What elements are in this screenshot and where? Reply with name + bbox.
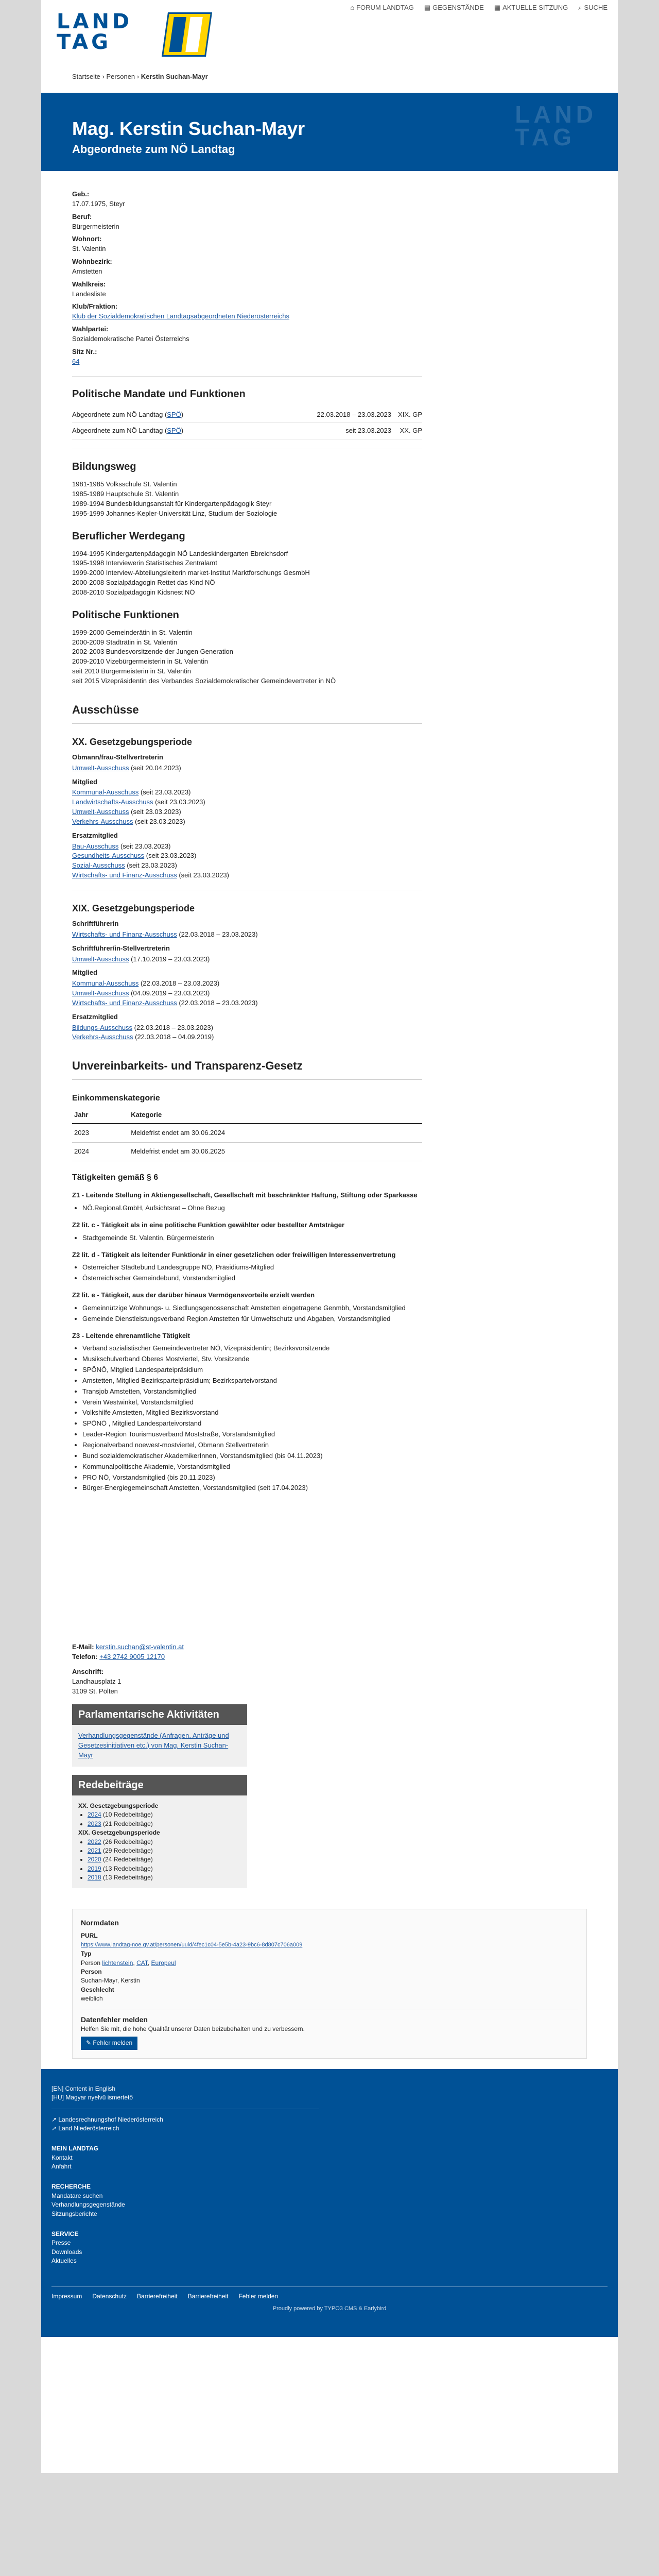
z2c-list bbox=[82, 1233, 422, 1243]
career-item: 2000-2008 Sozialpädagogin Rettet das Kind NÖ bbox=[72, 579, 215, 587]
period-heading: XX. Gesetzgebungsperiode bbox=[72, 736, 193, 747]
list-item: • NÖ.Regional.GmbH, Aufsichtsrat – Ohne Bezug bbox=[82, 1204, 422, 1213]
phone-label: Telefon: bbox=[72, 1653, 98, 1661]
party-label: Wahlpartei: bbox=[72, 325, 109, 333]
committee-link[interactable]: Verkehrs-Ausschuss bbox=[72, 1033, 133, 1041]
main-content bbox=[41, 171, 453, 1519]
committee-period: (22.03.2018 – 23.03.2023) bbox=[138, 979, 220, 988]
watermark-logo bbox=[515, 103, 597, 148]
committee-link[interactable]: Bildungs-Ausschuss bbox=[72, 1023, 133, 1031]
mandate-heading: Politische Mandate und Funktionen bbox=[72, 388, 246, 400]
z3-heading: Z3 - Leitende ehrenamtliche Tätigkeit bbox=[72, 1331, 190, 1340]
committee-period: (seit 23.03.2023) bbox=[118, 842, 171, 850]
report-error-button-label: Fehler melden bbox=[93, 2039, 133, 2047]
committee-period: (seit 23.03.2023) bbox=[144, 852, 197, 860]
col-category: Kategorie bbox=[129, 1107, 422, 1124]
speech-year-item bbox=[88, 1846, 241, 1855]
committee-link[interactable]: Kommunal-Ausschuss bbox=[72, 979, 139, 988]
mandate-gp: XIX. GP bbox=[398, 410, 422, 418]
z2e-heading: Z2 lit. e - Tätigkeit, aus der darüber hinaus Vermögensvorteile erzielt werden bbox=[72, 1291, 315, 1299]
birth-label: Geb.: bbox=[72, 190, 90, 198]
z1-list bbox=[82, 1204, 422, 1213]
speech-count: (24 Redebeiträge) bbox=[101, 1856, 153, 1863]
z2c-heading: Z2 lit. c - Tätigkeit als in eine politische Funktion gewählter oder bestellter Amtsträger bbox=[72, 1221, 345, 1229]
utility-nav bbox=[350, 3, 608, 13]
footer-group-mein-landtag: MEIN LANDTAG bbox=[51, 2145, 99, 2153]
z2e-list bbox=[82, 1303, 422, 1324]
list-item: • Gemeinnützige Wohnungs- u. Siedlungsgenossenschaft Amstetten eingetragene Genmbh, Vorstandsmitglied bbox=[82, 1303, 422, 1313]
committee-period: (22.03.2018 – 04.09.2019) bbox=[133, 1033, 214, 1041]
speech-year-link[interactable]: 2021 bbox=[88, 1846, 101, 1854]
committee-link[interactable]: Umwelt-Ausschuss bbox=[72, 955, 129, 963]
committee-link[interactable]: Umwelt-Ausschuss bbox=[72, 989, 129, 997]
committee-role-heading: Schriftführer/in-Stellvertreterin bbox=[72, 944, 170, 952]
person-label: Person bbox=[81, 1968, 102, 1975]
committee-link[interactable]: Umwelt-Ausschuss bbox=[72, 808, 129, 816]
chevron-right-icon: › bbox=[102, 73, 105, 80]
activities-box-title: Parlamentarische Aktivitäten bbox=[72, 1704, 247, 1725]
gender-label: Geschlecht bbox=[81, 1986, 114, 1993]
committee-period: (seit 20.04.2023) bbox=[129, 764, 181, 772]
mandate-title: Abgeordnete zum NÖ Landtag bbox=[72, 410, 163, 418]
speeches-box bbox=[72, 1775, 247, 1889]
committee-link[interactable]: Kommunal-Ausschuss bbox=[72, 788, 139, 796]
committees-heading: Ausschüsse bbox=[72, 702, 422, 724]
gender-value: weiblich bbox=[81, 1995, 103, 2003]
footer-link-land-label: Land Niederösterreich bbox=[58, 2124, 119, 2132]
z2d-list bbox=[82, 1263, 422, 1283]
table-row bbox=[72, 1143, 422, 1161]
speech-year-link[interactable]: 2023 bbox=[88, 1820, 101, 1827]
page-title: Mag. Kerstin Suchan-Mayr bbox=[72, 118, 305, 139]
footer-link-lrh-label: Landesrechnungshof Niederösterreich bbox=[58, 2115, 163, 2123]
political-functions-heading: Politische Funktionen bbox=[72, 609, 179, 621]
committee-period: (22.03.2018 – 23.03.2023) bbox=[177, 930, 258, 938]
external-link-icon: ↗ bbox=[51, 2124, 57, 2132]
footer-bottom-link[interactable]: Barrierefreiheit bbox=[137, 2292, 178, 2300]
political-function-item: 2009-2010 Vizebürgermeisterin in St. Valentin bbox=[72, 657, 209, 666]
search-icon: ⌕ bbox=[578, 4, 582, 11]
powered-by: Proudly powered by TYPO3 CMS & Earlybird bbox=[272, 2305, 387, 2312]
speech-year-link[interactable]: 2024 bbox=[88, 1811, 101, 1819]
committee-item bbox=[72, 861, 422, 871]
list-item: • Verband sozialistischer Gemeindevertreter NÖ, Vizepräsidentin; Bezirksvorsitzende bbox=[82, 1344, 422, 1353]
seat-link[interactable]: 64 bbox=[72, 357, 80, 365]
nav-gegenstaende-label: GEGENSTÄNDE bbox=[432, 4, 484, 11]
footer-link-lrh[interactable] bbox=[51, 2115, 608, 2124]
speech-count: (13 Redebeiträge) bbox=[101, 1865, 153, 1872]
committee-link[interactable]: Wirtschafts- und Finanz-Ausschuss bbox=[72, 871, 177, 879]
committee-item bbox=[72, 989, 422, 998]
committee-item bbox=[72, 1023, 422, 1033]
speech-year-link[interactable]: 2019 bbox=[88, 1865, 101, 1872]
constituency-value: Landesliste bbox=[72, 290, 106, 298]
job-value: Bürgermeisterin bbox=[72, 222, 119, 230]
speech-year-link[interactable]: 2022 bbox=[88, 1838, 101, 1845]
speech-period-heading: XIX. Gesetzgebungsperiode bbox=[78, 1829, 160, 1837]
hero-banner bbox=[41, 93, 618, 171]
committee-link[interactable]: Bau-Ausschuss bbox=[72, 842, 119, 850]
committee-item bbox=[72, 807, 422, 817]
constituency-label: Wahlkreis: bbox=[72, 280, 106, 288]
committee-item bbox=[72, 955, 422, 964]
committee-role-heading: Schriftführerin bbox=[72, 920, 119, 928]
committee-role-heading: Ersatzmitglied bbox=[72, 1012, 118, 1021]
person-info bbox=[72, 190, 422, 367]
mandate-row: Abgeordnete zum NÖ Landtag (SPÖ) 22.03.2018 – 23.03.2023 XIX. GP bbox=[72, 407, 422, 423]
footer-bottom-link[interactable]: Impressum bbox=[51, 2292, 82, 2300]
speech-year-item bbox=[88, 1820, 241, 1828]
seat-label: Sitz Nr.: bbox=[72, 347, 97, 355]
list-item: • Kommunalpolitische Akademie, Vorstandsmitglied bbox=[82, 1462, 422, 1472]
party-link[interactable]: SPÖ bbox=[167, 427, 181, 435]
crumb-personen[interactable]: Personen bbox=[106, 73, 135, 80]
address-label: Anschrift: bbox=[72, 1667, 104, 1675]
income-table bbox=[72, 1107, 422, 1161]
education-item: 1981-1985 Volksschule St. Valentin bbox=[72, 480, 177, 488]
footer-link[interactable]: Kontakt bbox=[51, 2154, 73, 2161]
committee-link[interactable]: Verkehrs-Ausschuss bbox=[72, 817, 133, 825]
list-item: • Bürger-Energiegemeinschaft Amstetten, Vorstandsmitglied (seit 17.04.2023) bbox=[82, 1483, 422, 1493]
watermark-line2: TAG bbox=[515, 124, 576, 150]
list-item: • Leader-Region Tourismusverband Moststraße, Vorstandsmitglied bbox=[82, 1430, 422, 1439]
career-item: 2008-2010 Sozialpädagogin Kidsnest NÖ bbox=[72, 588, 195, 596]
divider bbox=[72, 376, 422, 377]
committee-link[interactable]: Gesundheits-Ausschuss bbox=[72, 852, 145, 860]
crumb-home[interactable]: Startseite bbox=[72, 73, 100, 80]
job-label: Beruf: bbox=[72, 212, 92, 221]
table-row bbox=[72, 1124, 422, 1142]
transparency-heading: Unvereinbarkeits- und Transparenz-Gesetz bbox=[72, 1058, 422, 1080]
footer bbox=[41, 2069, 618, 2337]
committee-period: (22.03.2018 – 23.03.2023) bbox=[177, 998, 258, 1007]
political-function-item: 1999-2000 Gemeinderätin in St. Valentin bbox=[72, 628, 193, 636]
activities-heading: Tätigkeiten gemäß § 6 bbox=[72, 1173, 159, 1182]
mandate-title: Abgeordnete zum NÖ Landtag bbox=[72, 427, 163, 435]
email-label: E-Mail: bbox=[72, 1643, 94, 1651]
party-value: Sozialdemokratische Partei Österreichs bbox=[72, 334, 189, 343]
committee-period: (22.03.2018 – 23.03.2023) bbox=[132, 1023, 213, 1031]
list-item: • Transjob Amstetten, Vorstandsmitglied bbox=[82, 1387, 422, 1397]
chevron-right-icon: › bbox=[136, 73, 140, 80]
list-item: • Österreichischer Gemeindebund, Vorstandsmitglied bbox=[82, 1274, 422, 1283]
z1-heading: Z1 - Leitende Stellung in Aktiengesellschaft, Gesellschaft mit beschränkter Haftung, Stiftung oder Sparkasse bbox=[72, 1191, 418, 1199]
footer-group-recherche: RECHERCHE bbox=[51, 2183, 91, 2191]
committee-period: (seit 23.03.2023) bbox=[133, 817, 185, 825]
landtag-logo[interactable] bbox=[57, 11, 221, 57]
birth-value: 17.07.1975, Steyr bbox=[72, 199, 125, 208]
speech-count: (10 Redebeiträge) bbox=[101, 1811, 153, 1819]
district-value: Amstetten bbox=[72, 267, 102, 275]
committee-link[interactable]: Landwirtschafts-Ausschuss bbox=[72, 798, 153, 806]
speech-year-item bbox=[88, 1838, 241, 1846]
education-item: 1995-1999 Johannes-Kepler-Universität Linz, Studium der Soziologie bbox=[72, 509, 278, 517]
committee-link[interactable]: Umwelt-Ausschuss bbox=[72, 764, 129, 772]
committee-role-heading: Ersatzmitglied bbox=[72, 831, 118, 839]
club-link[interactable]: Klub der Sozialdemokratischen Landtagsabgeordneten Niederösterreichs bbox=[72, 312, 290, 320]
list-item: • Stadtgemeinde St. Valentin, Bürgermeisterin bbox=[82, 1233, 422, 1243]
norm-heading: Normdaten bbox=[81, 1919, 119, 1927]
footer-link[interactable]: Presse bbox=[51, 2239, 71, 2247]
nav-forum-label: FORUM LANDTAG bbox=[356, 4, 414, 11]
committee-item bbox=[72, 998, 422, 1008]
mandate-row: Abgeordnete zum NÖ Landtag (SPÖ) seit 23.03.2023 XX. GP bbox=[72, 423, 422, 439]
speech-year-item bbox=[88, 1865, 241, 1873]
list-item: • Bund sozialdemokratischer AkademikerInnen, Vorstandsmitglied (bis 04.11.2023) bbox=[82, 1451, 422, 1461]
logo-line2: TAG bbox=[57, 30, 111, 54]
committee-period: (04.09.2019 – 23.03.2023) bbox=[129, 989, 210, 997]
footer-link-land[interactable] bbox=[51, 2124, 608, 2133]
address-line1: Landhausplatz 1 bbox=[72, 1677, 122, 1685]
nav-gegenstaende[interactable] bbox=[424, 3, 484, 13]
address-line2: 3109 St. Pölten bbox=[72, 1687, 118, 1695]
period-xx bbox=[72, 735, 422, 880]
mandate-period: seit 23.03.2023 bbox=[345, 427, 391, 435]
committee-role-heading: Mitglied bbox=[72, 777, 98, 786]
committee-link[interactable]: Wirtschafts- und Finanz-Ausschuss bbox=[72, 998, 177, 1007]
speeches-box-title: Redebeiträge bbox=[72, 1775, 247, 1795]
list-item: • Musikschulverband Oberes Mostviertel, Stv. Vorsitzende bbox=[82, 1354, 422, 1364]
footer-link-hu[interactable]: [HU] Magyar nyelvű ismertető bbox=[51, 2094, 133, 2102]
education-item: 1989-1994 Bundesbildungsanstalt für Kindergartenpädagogik Steyr bbox=[72, 499, 272, 507]
document-icon: ▤ bbox=[424, 4, 431, 11]
footer-link[interactable]: Aktuelles bbox=[51, 2257, 77, 2265]
political-functions-list bbox=[72, 628, 422, 686]
career-item: 1999-2000 Interview-Abteilungsleiterin market-Institut Marktforschungs GesmbH bbox=[72, 569, 310, 577]
income-category-heading: Einkommenskategorie bbox=[72, 1094, 160, 1103]
committee-period: (seit 23.03.2023) bbox=[129, 808, 181, 816]
speech-count: (29 Redebeiträge) bbox=[101, 1846, 153, 1854]
education-heading: Bildungsweg bbox=[72, 461, 136, 473]
header bbox=[41, 0, 618, 62]
committee-item bbox=[72, 798, 422, 807]
committee-period: (seit 23.03.2023) bbox=[177, 871, 229, 879]
footer-group-service: SERVICE bbox=[51, 2230, 79, 2238]
type-label: Typ bbox=[81, 1950, 92, 1958]
z2d-heading: Z2 lit. d - Tätigkeit als leitender Funktionär in einer gesetzlichen oder freiwilligen Interessenvertretung bbox=[72, 1250, 396, 1259]
col-year: Jahr bbox=[72, 1107, 129, 1124]
footer-link[interactable]: Verhandlungsgegenstände bbox=[51, 2201, 125, 2209]
committee-link[interactable]: Wirtschafts- und Finanz-Ausschuss bbox=[72, 930, 177, 938]
person-value: Suchan-Mayr, Kerstin bbox=[81, 1977, 140, 1985]
committee-item bbox=[72, 1032, 422, 1042]
footer-bottom-nav bbox=[51, 2286, 608, 2301]
list-item: • SPÖNÖ , Mitglied Landesparteivorstand bbox=[82, 1419, 422, 1429]
purl-label: PURL bbox=[81, 1931, 98, 1939]
mandate-list bbox=[72, 407, 422, 440]
district-label: Wohnbezirk: bbox=[72, 258, 112, 266]
committee-item bbox=[72, 842, 422, 852]
period-xix bbox=[72, 902, 422, 1042]
education-list bbox=[72, 480, 422, 518]
watermark-line1: LAND bbox=[515, 101, 597, 128]
list-item: • Österreicher Städtebund Landesgruppe NÖ, Präsidiums-Mitglied bbox=[82, 1263, 422, 1273]
crumb-current: Kerstin Suchan-Mayr bbox=[141, 73, 208, 80]
type-link-c[interactable]: Europeul bbox=[151, 1959, 176, 1967]
cell-year: 2024 bbox=[72, 1143, 129, 1161]
norm-data: Normdaten PURL https://www.landtag-noe.gv.at/personen/uuid/4fec1c04-5e5b-4a23-9bc6-8d807c706a009 Typ Person lichtenstein, CAT, Europeul Person Suchan-Mayr, Kerstin Geschlecht weiblich Datenfehler melden Helfen Sie mit, die hohe Qualität unserer Daten beizubehalten und zu verbessern. ✎ Fehler melden bbox=[72, 1909, 587, 2058]
list-item: • Verein Westwinkel, Vorstandsmitglied bbox=[82, 1398, 422, 1408]
speech-year-item bbox=[88, 1873, 241, 1882]
contact-block bbox=[41, 1642, 618, 1696]
footer-link[interactable]: Sitzungsberichte bbox=[51, 2210, 97, 2217]
speech-year-item bbox=[88, 1810, 241, 1819]
list-item: • Volkshilfe Amstetten, Mitglied Bezirksvorstand bbox=[82, 1408, 422, 1418]
committee-role-heading: Obmann/frau-Stellvertreterin bbox=[72, 753, 163, 761]
speech-count: (21 Redebeiträge) bbox=[101, 1820, 153, 1827]
period-heading: XIX. Gesetzgebungsperiode bbox=[72, 903, 195, 913]
committee-link[interactable]: Sozial-Ausschuss bbox=[72, 861, 125, 870]
footer-bottom-link[interactable]: Datenschutz bbox=[92, 2292, 127, 2300]
political-function-item: 2000-2009 Stadträtin in St. Valentin bbox=[72, 638, 178, 646]
footer-link[interactable]: Downloads bbox=[51, 2248, 82, 2256]
list-item: • Gemeinde Dienstleistungsverband Region Amstetten für Umweltschutz und Abgaben, Vorstandsmitglied bbox=[82, 1314, 422, 1324]
page-subtitle: Abgeordnete zum NÖ Landtag bbox=[72, 142, 235, 156]
footer-bottom-link[interactable]: Fehler melden bbox=[238, 2292, 279, 2300]
report-error-button[interactable] bbox=[81, 2037, 137, 2049]
speech-list bbox=[78, 1838, 241, 1883]
committee-item bbox=[72, 788, 422, 798]
committee-item bbox=[72, 817, 422, 827]
flag-icon bbox=[162, 12, 212, 57]
education-item: 1985-1989 Hauptschule St. Valentin bbox=[72, 490, 179, 498]
career-item: 1995-1998 Interviewerin Statistisches Zentralamt bbox=[72, 559, 217, 567]
footer-link[interactable]: Mandatare suchen bbox=[51, 2192, 103, 2199]
activities-link[interactable]: Verhandlungsgegenstände (Anfragen, Anträge und Gesetzesinitiativen etc.) von Mag. Kerstin Suchan-Mayr bbox=[78, 1732, 229, 1759]
committee-period: (seit 23.03.2023) bbox=[138, 788, 191, 796]
committee-item bbox=[72, 930, 422, 940]
speech-count: (26 Redebeiträge) bbox=[101, 1838, 153, 1845]
z3-list bbox=[82, 1344, 422, 1493]
political-function-item: 2002-2003 Bundesvorsitzende der Jungen Generation bbox=[72, 648, 233, 656]
committee-period: (17.10.2019 – 23.03.2023) bbox=[129, 955, 210, 963]
cell-category: Meldefrist endet am 30.06.2024 bbox=[129, 1124, 422, 1142]
external-link-icon: ↗ bbox=[51, 2115, 57, 2123]
edit-icon: ✎ bbox=[86, 2039, 92, 2047]
career-list bbox=[72, 549, 422, 598]
list-item: • Amstetten, Mitglied Bezirksparteipräsidium; Bezirksparteivorstand bbox=[82, 1376, 422, 1386]
list-item: • SPÖNÖ, Mitglied Landesparteipräsidium bbox=[82, 1365, 422, 1375]
nav-suche-label: SUCHE bbox=[584, 4, 608, 11]
activities-box bbox=[72, 1704, 247, 1767]
nav-suche[interactable] bbox=[578, 3, 608, 13]
type-value: Person bbox=[81, 1959, 102, 1967]
logo-line1: LAND bbox=[57, 10, 133, 33]
committee-period: (seit 23.03.2023) bbox=[125, 861, 177, 870]
committee-item bbox=[72, 851, 422, 861]
committee-item bbox=[72, 764, 422, 773]
footer-bottom-link[interactable]: Barrierefreiheit bbox=[187, 2292, 229, 2300]
nav-sitzung[interactable] bbox=[494, 3, 568, 13]
residence-label: Wohnort: bbox=[72, 235, 102, 243]
report-error-heading: Datenfehler melden bbox=[81, 2015, 148, 2024]
nav-forum[interactable] bbox=[350, 3, 414, 13]
list-item: • Regionalverband noewest-mostviertel, Obmann Stellvertreterin bbox=[82, 1440, 422, 1450]
committee-item bbox=[72, 871, 422, 880]
speech-year-item bbox=[88, 1855, 241, 1864]
footer-link-en[interactable]: [EN] Content in English bbox=[51, 2084, 116, 2092]
residence-value: St. Valentin bbox=[72, 245, 106, 253]
political-function-item: seit 2010 Bürgermeisterin in St. Valentin bbox=[72, 667, 191, 675]
mandate-period: 22.03.2018 – 23.03.2023 bbox=[317, 410, 391, 418]
career-heading: Beruflicher Werdegang bbox=[72, 530, 185, 542]
speech-list bbox=[78, 1810, 241, 1828]
committee-item bbox=[72, 979, 422, 989]
speech-period-heading: XX. Gesetzgebungsperiode bbox=[78, 1802, 159, 1809]
committee-period: (seit 23.03.2023) bbox=[153, 798, 205, 806]
speech-year-link[interactable]: 2018 bbox=[88, 1874, 101, 1882]
calendar-icon: ▦ bbox=[494, 4, 501, 11]
cell-year: 2023 bbox=[72, 1124, 129, 1142]
mandate-gp: XX. GP bbox=[400, 427, 422, 435]
party-link[interactable]: SPÖ bbox=[167, 410, 181, 418]
footer-link[interactable]: Anfahrt bbox=[51, 2163, 72, 2171]
club-label: Klub/Fraktion: bbox=[72, 302, 118, 311]
political-function-item: seit 2015 Vizepräsidentin des Verbandes Sozialdemokratischer Gemeindevertreter in NÖ bbox=[72, 677, 336, 685]
type-link-b[interactable]: CAT bbox=[136, 1959, 148, 1967]
speech-count: (13 Redebeiträge) bbox=[101, 1874, 153, 1882]
phone-link[interactable]: +43 2742 9005 12170 bbox=[99, 1653, 165, 1661]
nav-sitzung-label: AKTUELLE SITZUNG bbox=[502, 4, 568, 11]
breadcrumb bbox=[72, 72, 208, 82]
type-link-a[interactable]: lichtenstein bbox=[102, 1959, 133, 1967]
email-link[interactable]: kerstin.suchan@st-valentin.at bbox=[96, 1643, 184, 1651]
committee-role-heading: Mitglied bbox=[72, 969, 98, 977]
cell-category: Meldefrist endet am 30.06.2025 bbox=[129, 1143, 422, 1161]
purl-link[interactable]: https://www.landtag-noe.gv.at/personen/uuid/4fec1c04-5e5b-4a23-9bc6-8d807c706a009 bbox=[81, 1942, 303, 1948]
speech-year-link[interactable]: 2020 bbox=[88, 1856, 101, 1863]
report-error-text: Helfen Sie mit, die hohe Qualität unserer Daten beizubehalten und zu verbessern. bbox=[81, 2025, 305, 2032]
career-item: 1994-1995 Kindergartenpädagogin NÖ Landeskindergarten Ebreichsdorf bbox=[72, 549, 288, 557]
page bbox=[41, 0, 618, 2473]
home-icon: ⌂ bbox=[350, 4, 355, 11]
list-item: • PRO NÖ, Vorstandsmitglied (bis 20.11.2023) bbox=[82, 1473, 422, 1483]
